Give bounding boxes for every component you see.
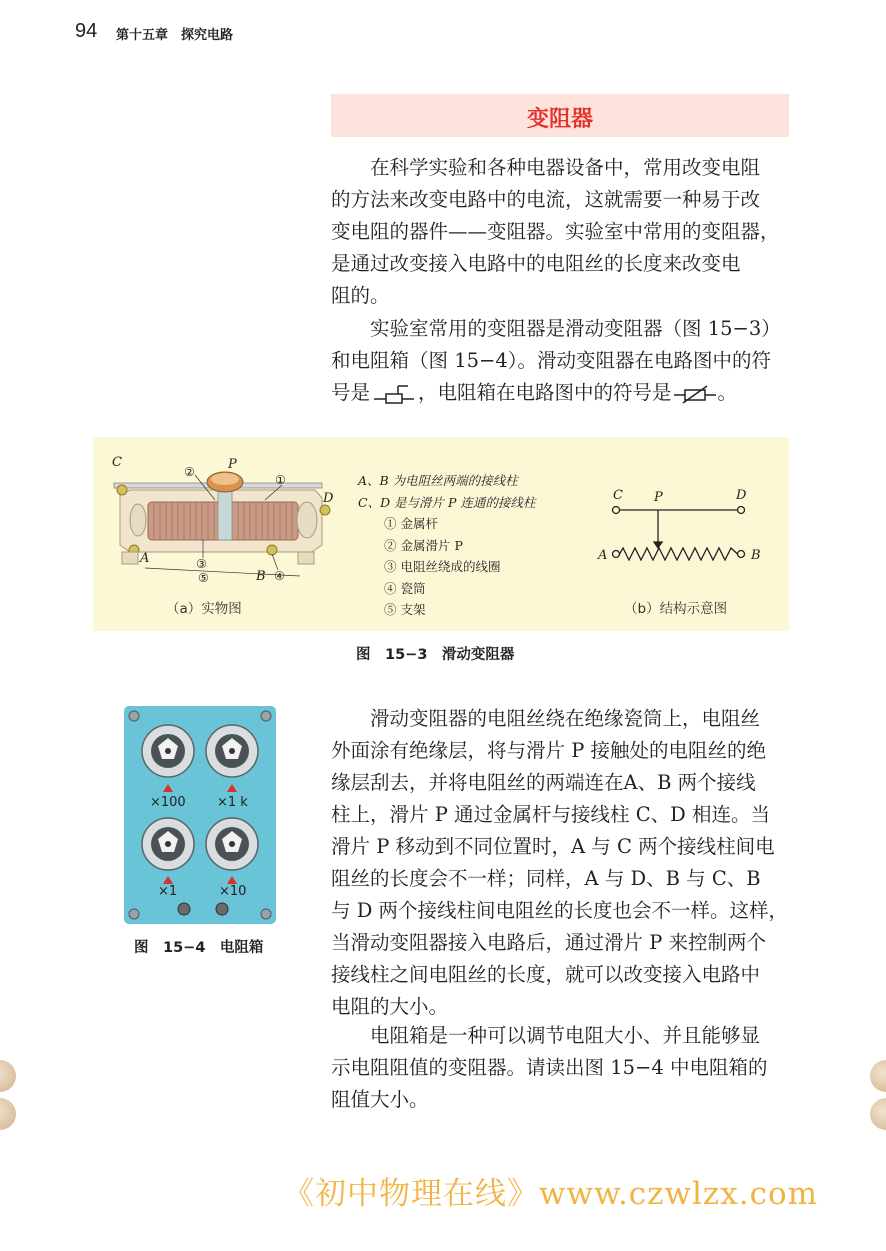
schematic-label-b: B	[751, 548, 761, 563]
photo-label-b: B	[256, 569, 266, 584]
rheostat-schematic	[596, 482, 766, 572]
text-line: 在科学实验和各种电器设备中，常用改变电阻	[370, 156, 761, 179]
legend-item: ⑤ 支架	[384, 602, 426, 617]
page-edge-marker	[0, 1098, 16, 1130]
sliding-rheostat-photo	[100, 450, 350, 600]
photo-label-4: ④	[274, 569, 285, 583]
photo-label-2: ②	[184, 465, 195, 479]
dial-icon	[206, 818, 258, 870]
text-line: 变电阻的器件——变阻器。实验室中常用的变阻器，	[331, 220, 780, 243]
figure-15-3-caption: 图 15−3 滑动变阻器	[356, 647, 515, 663]
text-line: 实验室常用的变阻器是滑动变阻器（图 15−3）	[370, 317, 781, 340]
paragraph-rheostat-principle	[331, 703, 789, 1023]
legend-item: C、D 是与滑片 P 连通的接线柱	[358, 494, 536, 510]
text-line: 外面涂有绝缘层，将与滑片 P 接触处的电阻丝的绝	[331, 739, 767, 762]
paragraph-intro	[331, 152, 789, 312]
schematic-label-a: A	[598, 548, 608, 563]
text-line: 接线柱之间电阻丝的长度，就可以改变接入电路中	[331, 963, 761, 986]
multiplier-label: ×10	[219, 884, 247, 899]
text-line: 阻丝的长度会不一样；同样，A 与 D、B 与 C、B	[331, 867, 761, 890]
multiplier-label: ×100	[150, 795, 186, 810]
text-line: 缘层刮去，并将电阻丝的两端连在A、B 两个接线	[331, 771, 756, 794]
text-line: 滑动变阻器的电阻丝绕在绝缘瓷筒上，电阻丝	[370, 707, 761, 730]
resistance-box-dials	[124, 706, 276, 924]
page-number: 94	[75, 20, 98, 42]
dial-icon	[142, 818, 194, 870]
schematic-label-d: D	[736, 488, 747, 503]
paragraph-resistance-box	[331, 1020, 789, 1116]
legend-item: ② 金属滑片 P	[384, 537, 463, 553]
figure-legend	[358, 470, 535, 621]
page-edge-marker	[0, 1060, 16, 1092]
photo-label-5: ⑤	[198, 571, 209, 585]
watermark: 《初中物理在线》www.czwlzx.com	[283, 1176, 819, 1212]
text-line: 是通过改变接入电路中的电阻丝的长度来改变电	[331, 252, 741, 275]
text-line: 当滑动变阻器接入电路后，通过滑片 P 来控制两个	[331, 931, 767, 954]
text-line: 柱上，滑片 P 通过金属杆与接线柱 C、D 相连。当	[331, 803, 770, 826]
photo-label-a: A	[140, 551, 150, 566]
figure-15-4-caption: 图 15−4 电阻箱	[134, 940, 264, 956]
dial-icon	[142, 725, 194, 777]
paragraph-types	[331, 313, 789, 409]
rheostat-symbol-icon	[372, 381, 416, 405]
text-line: 阻的。	[331, 284, 390, 307]
page-edge-marker	[870, 1098, 886, 1130]
text-line: 阻值大小。	[331, 1088, 429, 1111]
photo-label-1: ①	[275, 473, 286, 487]
resistance-box-symbol-icon	[672, 381, 718, 405]
schematic-label-c: C	[613, 488, 623, 503]
figure-a-label: （a）实物图	[166, 601, 242, 617]
text-line: 电阻箱是一种可以调节电阻大小、并且能够显	[370, 1024, 761, 1047]
photo-label-p: P	[228, 457, 237, 472]
legend-item: ④ 瓷筒	[384, 580, 426, 596]
page-edge-marker	[870, 1060, 886, 1092]
chapter-title: 第十五章 探究电路	[116, 28, 234, 43]
text-line: 和电阻箱（图 15−4）。滑动变阻器在电路图中的符	[331, 349, 772, 372]
text-line: 电阻的大小。	[331, 995, 449, 1018]
figure-b-label: （b）结构示意图	[624, 601, 728, 617]
multiplier-label: ×1 k	[217, 795, 248, 810]
legend-item: ① 金属杆	[384, 516, 438, 531]
legend-item: ③ 电阻丝绕成的线圈	[384, 559, 501, 574]
dial-icon	[206, 725, 258, 777]
photo-label-3: ③	[196, 557, 207, 571]
schematic-label-p: P	[654, 490, 663, 505]
text-line: 示电阻阻值的变阻器。请读出图 15−4 中电阻箱的	[331, 1056, 768, 1079]
photo-label-d: D	[323, 491, 334, 506]
text-line-symbols: 号是 ，电阻箱在电路图中的符号是 。	[331, 381, 738, 404]
text-line: 与 D 两个接线柱间电阻丝的长度也会不一样。这样，	[331, 899, 789, 922]
photo-label-c: C	[112, 455, 122, 470]
text-line: 滑片 P 移动到不同位置时，A 与 C 两个接线柱间电	[331, 835, 775, 858]
section-title: 变阻器	[526, 107, 593, 132]
multiplier-label: ×1	[158, 884, 178, 899]
legend-item: A、B 为电阻丝两端的接线柱	[358, 473, 518, 488]
text-line: 的方法来改变电路中的电流，这就需要一种易于改	[331, 188, 761, 211]
